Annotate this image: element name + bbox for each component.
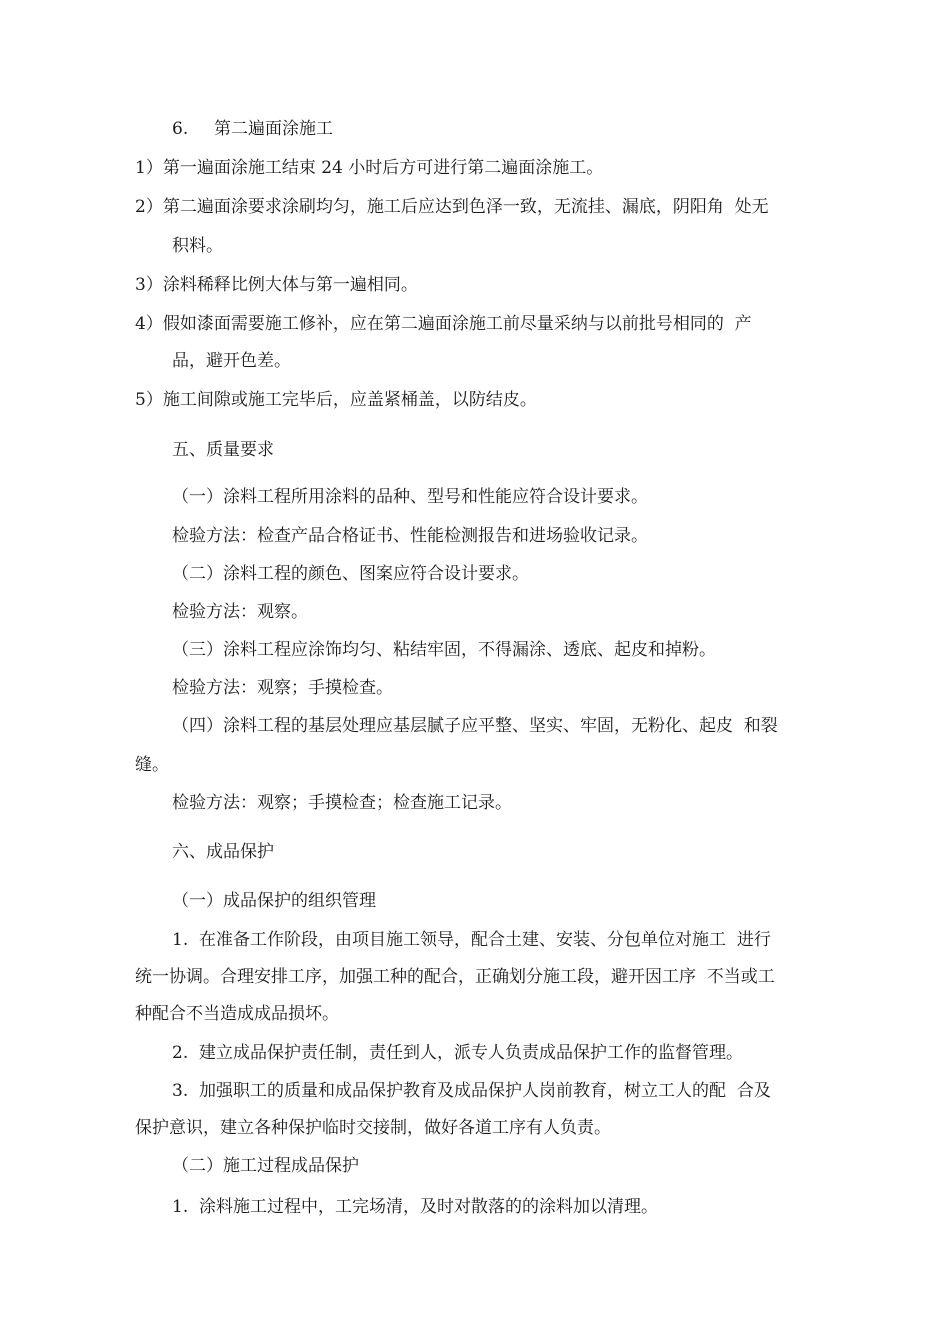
heading-quality-requirements: 五、质量要求 — [172, 440, 274, 460]
quality-item-3: （三）涂料工程应涂饰均匀、粘结牢固，不得漏涂、透底、起皮和掉粉。 — [172, 640, 716, 660]
protection-1-item-3-line-2: 保护意识，建立各种保护临时交接制，做好各道工序有人负责。 — [135, 1118, 611, 1138]
protection-1-item-1-line-3: 种配合不当造成成品损坏。 — [135, 1004, 339, 1024]
quality-item-2-method: 检验方法：观察。 — [172, 602, 308, 622]
paragraph-5: 5）施工间隙或施工完毕后，应盖紧桶盖，以防结皮。 — [135, 390, 537, 410]
quality-item-4-method: 检验方法：观察；手摸检查；检查施工记录。 — [172, 793, 512, 813]
section-6-number: 6. — [172, 119, 189, 139]
protection-subheading-2: （二）施工过程成品保护 — [172, 1156, 359, 1176]
protection-1-item-1-line-2: 统一协调。合理安排工序，加强工种的配合，正确划分施工段，避开因工序 不当或工 — [135, 967, 775, 987]
paragraph-2-line-1: 2）第二遍面涂要求涂刷均匀，施工后应达到色泽一致，无流挂、漏底，阴阳角 处无 — [135, 197, 769, 217]
paragraph-4-line-2: 品，避开色差。 — [172, 351, 291, 371]
quality-item-3-method: 检验方法：观察；手摸检查。 — [172, 678, 393, 698]
quality-item-4-line-1: （四）涂料工程的基层处理应基层腻子应平整、坚实、牢固，无粉化、起皮 和裂 — [172, 716, 778, 736]
section-6-title: 第二遍面涂施工 — [214, 119, 333, 139]
heading-product-protection: 六、成品保护 — [172, 842, 274, 862]
protection-1-item-2: 2. 建立成品保护责任制，责任到人，派专人负责成品保护工作的监督管理。 — [172, 1043, 744, 1063]
quality-item-1-method: 检验方法：检查产品合格证书、性能检测报告和进场验收记录。 — [172, 526, 648, 546]
paragraph-3: 3）涂料稀释比例大体与第一遍相同。 — [135, 275, 418, 295]
protection-2-item-1: 1. 涂料施工过程中，工完场清，及时对散落的的涂料加以清理。 — [172, 1197, 659, 1217]
paragraph-1: 1）第一遍面涂施工结束 24 小时后方可进行第二遍面涂施工。 — [135, 158, 604, 178]
paragraph-2-line-2: 积料。 — [172, 236, 223, 256]
quality-item-1: （一）涂料工程所用涂料的品种、型号和性能应符合设计要求。 — [172, 487, 648, 507]
paragraph-4-line-1: 4）假如漆面需要施工修补，应在第二遍面涂施工前尽量采纳与以前批号相同的 产 — [135, 314, 752, 334]
protection-subheading-1: （一）成品保护的组织管理 — [172, 891, 376, 911]
quality-item-2: （二）涂料工程的颜色、图案应符合设计要求。 — [172, 564, 529, 584]
protection-1-item-3-line-1: 3. 加强职工的质量和成品保护教育及成品保护人岗前教育，树立工人的配 合及 — [172, 1081, 771, 1101]
protection-1-item-1-line-1: 1. 在准备工作阶段，由项目施工领导，配合土建、安装、分包单位对施工 进行 — [172, 930, 771, 950]
quality-item-4-line-2: 缝。 — [135, 755, 169, 775]
